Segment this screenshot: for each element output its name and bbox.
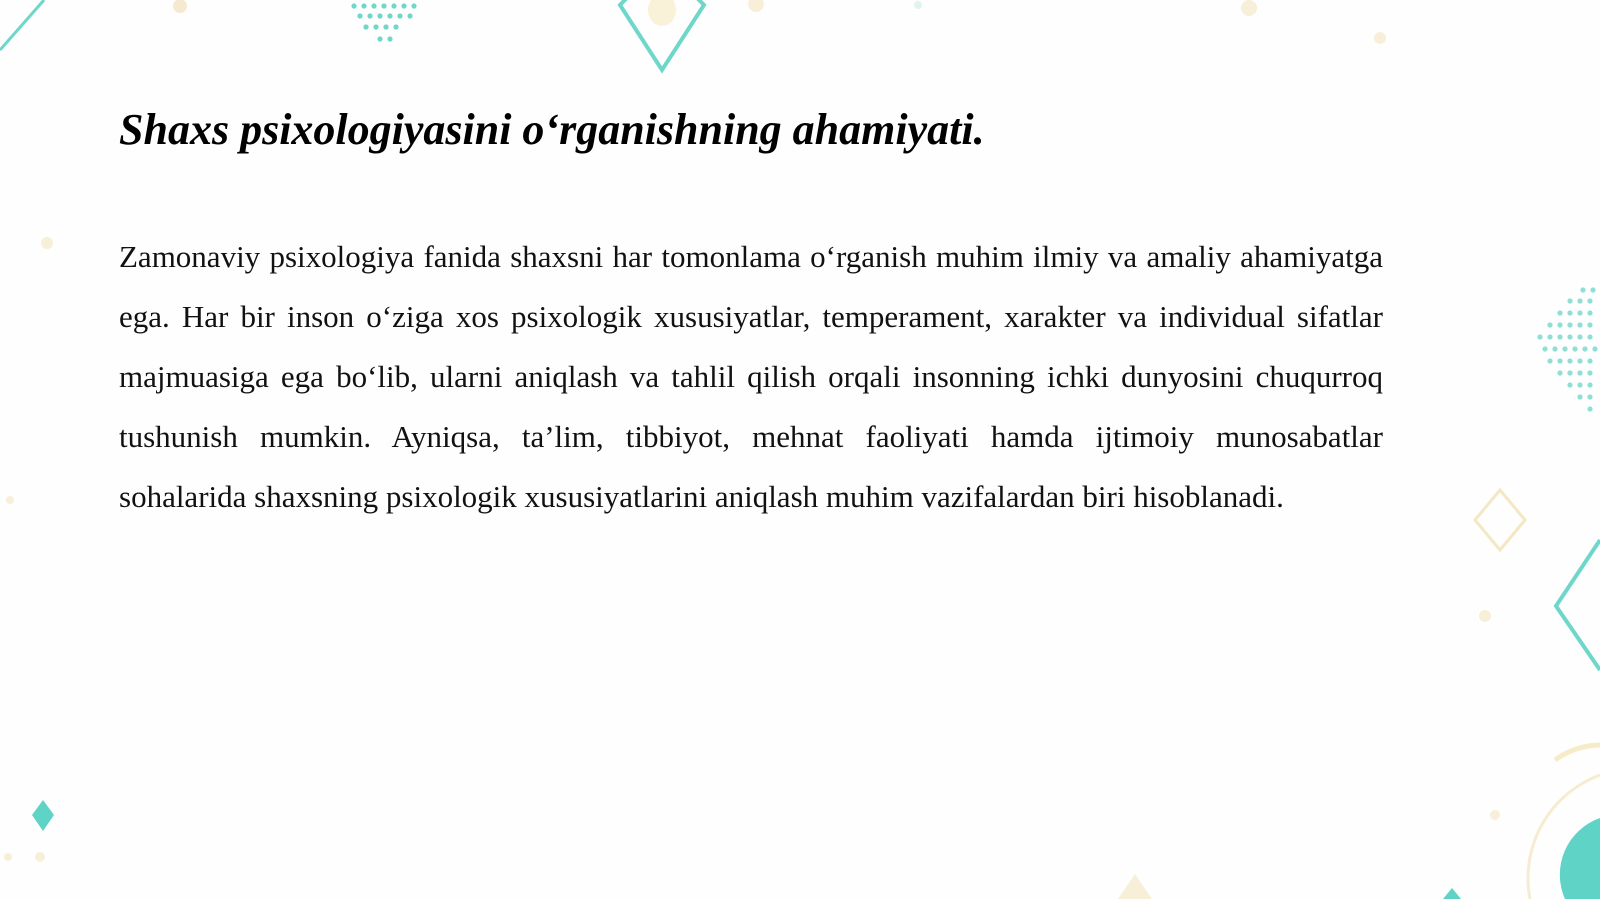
decor-dot-cluster-right bbox=[1537, 287, 1597, 411]
decor-dot-right-2 bbox=[1490, 810, 1500, 820]
slide-body-paragraph: Zamonaviy psixologiya fanida shaxsni har tomonlama o‘rganish muhim ilmiy va amaliy ahamiyatga ega. Har bir inson o‘ziga xos psixologik xususiyatlar, temperament, xarakter va individual sifatlar majmuasiga ega bo‘lib, ularni aniqlash va tahlil qilish orqali insonning ichki dunyosini chuqurroq tushunish mumkin. Ayniqsa, ta’lim, tibbiyot, mehnat faoliyati hamda ijtimoiy munosabatlar sohalarida shaxsning psixologik xususiyatlarini aniqlash muhim vazifalardan biri hisoblanadi. bbox=[119, 239, 1383, 514]
decor-glow-top bbox=[648, 0, 676, 26]
decor-diamond-faint-right bbox=[1475, 490, 1525, 550]
decor-arc-bottom-right bbox=[1560, 818, 1600, 899]
decor-dot-left-2 bbox=[6, 496, 14, 504]
decor-arc-bottom-right-gold bbox=[1555, 745, 1600, 760]
decor-dot-gold-3 bbox=[1241, 0, 1257, 16]
decor-dot-gold-4 bbox=[1374, 32, 1386, 44]
decor-line-top-left bbox=[0, 0, 44, 50]
decor-dot-teal-faint bbox=[914, 1, 922, 9]
decor-dot-left-1 bbox=[41, 237, 53, 249]
decor-arc-bottom-right-outer bbox=[1528, 775, 1600, 899]
slide-title: Shaxs psixologiyasini o‘rganishning ahamiyati. bbox=[119, 105, 985, 154]
decor-dot-bottom-left-2 bbox=[4, 853, 12, 861]
decor-dot-gold-2 bbox=[748, 0, 764, 12]
decor-dot-cluster-top bbox=[351, 3, 416, 41]
decor-diamond-top bbox=[620, 0, 704, 70]
decor-diamond-right bbox=[1556, 540, 1600, 670]
decor-dot-bottom-left-1 bbox=[35, 852, 45, 862]
decor-dot-right-1 bbox=[1479, 610, 1491, 622]
decor-triangle-bottom-right bbox=[1443, 888, 1461, 899]
decor-diamond-bottom-left bbox=[32, 800, 54, 831]
decor-dot-gold-1 bbox=[173, 0, 187, 13]
decor-triangle-bottom bbox=[1118, 874, 1152, 899]
